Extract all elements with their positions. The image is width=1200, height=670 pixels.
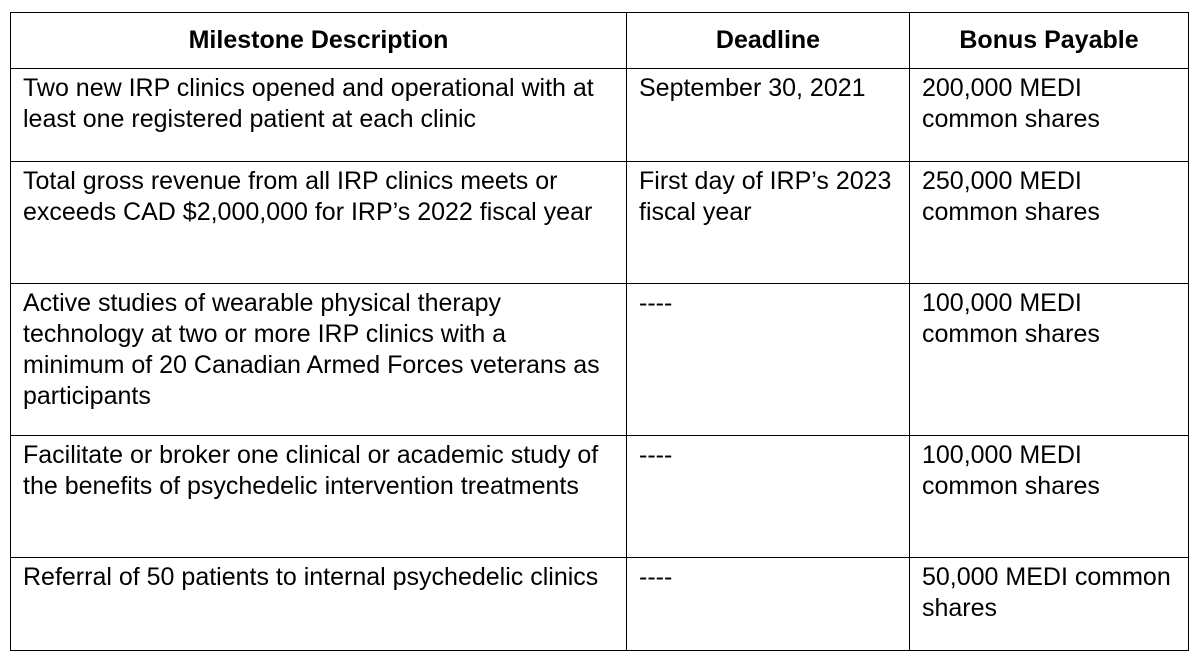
milestone-table: [10, 12, 1189, 651]
header-bonus-payable: Bonus Payable: [910, 13, 1189, 69]
table-row: [11, 436, 1189, 558]
milestone-description-cell: Two new IRP clinics opened and operational with at least one registered patient at each clinic: [11, 69, 627, 162]
bonus-payable-cell: 200,000 MEDI common shares: [910, 69, 1189, 162]
deadline-cell: ----: [627, 284, 910, 436]
table-row: [11, 284, 1189, 436]
table-row: [11, 69, 1189, 162]
milestone-description-cell: Referral of 50 patients to internal psychedelic clinics: [11, 558, 627, 651]
bonus-payable-cell: 100,000 MEDI common shares: [910, 436, 1189, 558]
bonus-payable-cell: 50,000 MEDI common shares: [910, 558, 1189, 651]
table-header-row: [11, 13, 1189, 69]
table-row: [11, 162, 1189, 284]
deadline-cell: September 30, 2021: [627, 69, 910, 162]
milestone-description-cell: Facilitate or broker one clinical or academic study of the benefits of psychedelic intervention treatments: [11, 436, 627, 558]
bonus-payable-cell: 100,000 MEDI common shares: [910, 284, 1189, 436]
milestone-description-cell: Active studies of wearable physical therapy technology at two or more IRP clinics with a minimum of 20 Canadian Armed Forces veterans as participants: [11, 284, 627, 436]
milestone-description-cell: Total gross revenue from all IRP clinics meets or exceeds CAD $2,000,000 for IRP’s 2022 fiscal year: [11, 162, 627, 284]
deadline-cell: First day of IRP’s 2023 fiscal year: [627, 162, 910, 284]
header-milestone-description: Milestone Description: [11, 13, 627, 69]
header-deadline: Deadline: [627, 13, 910, 69]
bonus-payable-cell: 250,000 MEDI common shares: [910, 162, 1189, 284]
table-row: [11, 558, 1189, 651]
deadline-cell: ----: [627, 436, 910, 558]
deadline-cell: ----: [627, 558, 910, 651]
